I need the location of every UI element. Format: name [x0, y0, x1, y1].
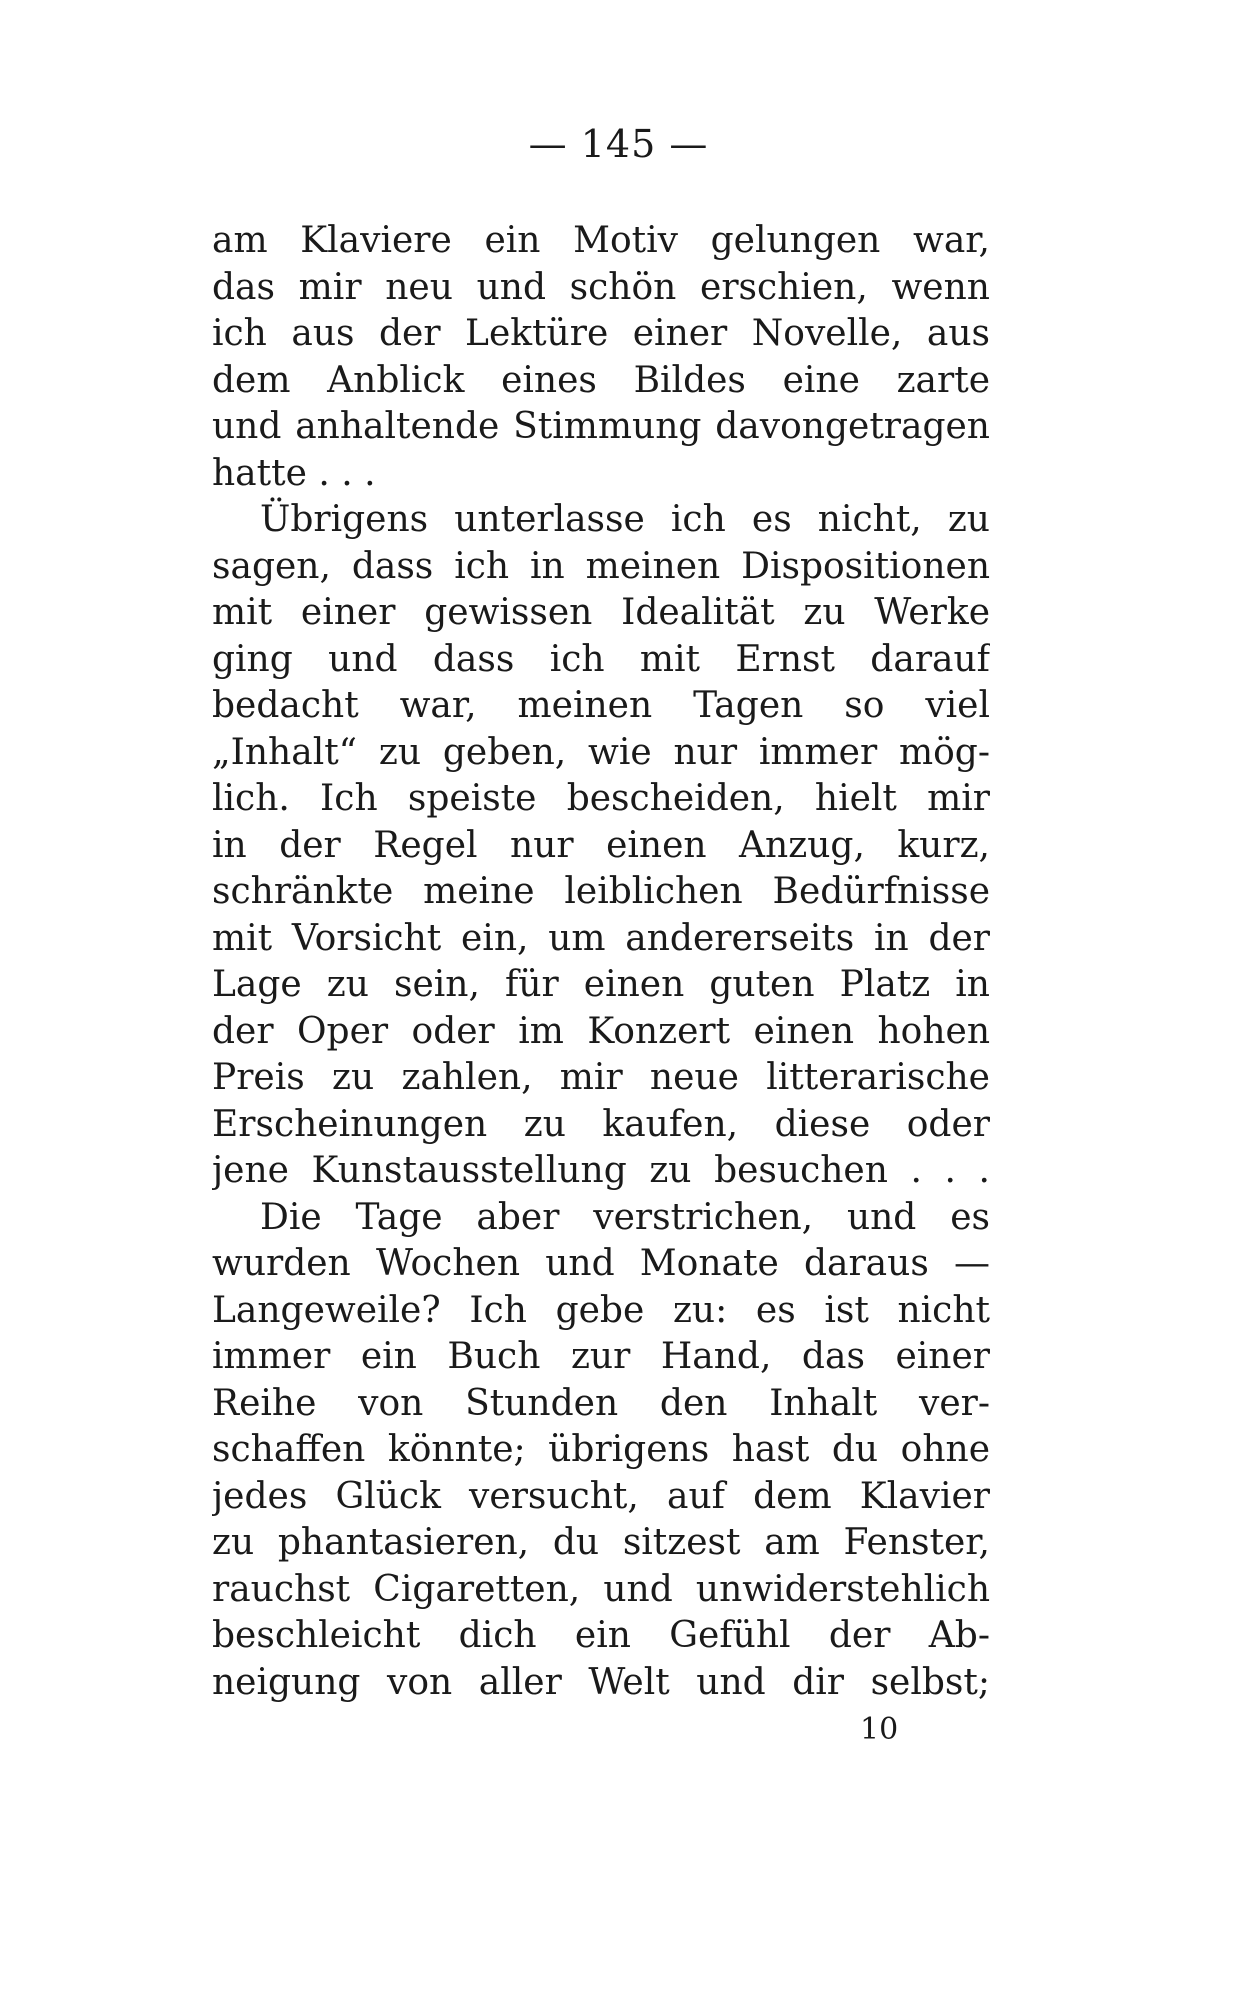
text-line: wurden Wochen und Monate daraus — [212, 1243, 990, 1284]
text-line: rauchst Cigaretten, und unwiderstehlich [212, 1568, 990, 1610]
text-line: schränkte meine leiblichen Bedürfnisse [212, 871, 990, 912]
paragraph-start-line: Übrigens unterlasse ich es nicht, zu [260, 499, 990, 540]
page-number-header: — 145 — [528, 122, 709, 166]
text-line: beschleicht dich ein Gefühl der Ab- [212, 1615, 990, 1656]
text-line: und anhaltende Stimmung davongetragen [212, 406, 990, 447]
text-line: schaffen könnte; übrigens hast du ohne [212, 1429, 990, 1470]
text-line: der Oper oder im Konzert einen hohen [212, 1010, 990, 1052]
text-line: „Inhalt“ zu geben, wie nur immer mög- [212, 731, 990, 773]
signature-mark: 10 [860, 1712, 899, 1747]
text-line: Lage zu sein, für einen guten Platz in [212, 964, 990, 1005]
text-line: am Klaviere ein Motiv gelungen war, [212, 220, 990, 261]
text-line: das mir neu und schön erschien, wenn [212, 266, 990, 308]
text-line: mit Vorsicht ein, um andererseits in der [212, 917, 990, 959]
text-line: Erscheinungen zu kaufen, diese oder [212, 1103, 990, 1145]
body-text [212, 218, 990, 1706]
text-line: ich aus der Lektüre einer Novelle, aus [212, 313, 990, 354]
text-line: Preis zu zahlen, mir neue litterarische [212, 1057, 990, 1098]
text-line: mit einer gewissen Idealität zu Werke [212, 592, 990, 633]
paragraph-start-line: Die Tage aber verstrichen, und es [260, 1196, 990, 1238]
text-line: dem Anblick eines Bildes eine zarte [212, 359, 990, 401]
text-line: bedacht war, meinen Tagen so viel [212, 685, 990, 726]
text-line: hatte . . . [212, 452, 376, 494]
text-line: sagen, dass ich in meinen Dispositionen [212, 545, 990, 587]
text-line: in der Regel nur einen Anzug, kurz, [212, 824, 990, 866]
text-line: Langeweile? Ich gebe zu: es ist nicht [212, 1289, 990, 1331]
text-line: zu phantasieren, du sitzest am Fenster, [212, 1522, 990, 1563]
text-line: Reihe von Stunden den Inhalt ver- [212, 1382, 990, 1424]
text-line: jedes Glück versucht, auf dem Klavier [212, 1475, 990, 1517]
text-line: neigung von aller Welt und dir selbst; [212, 1661, 990, 1703]
text-line: jene Kunstausstellung zu besuchen . . . [212, 1150, 990, 1191]
text-line: ging und dass ich mit Ernst darauf [212, 638, 990, 680]
text-line: lich. Ich speiste bescheiden, hielt mir [212, 778, 990, 819]
text-line: immer ein Buch zur Hand, das einer [212, 1336, 990, 1377]
